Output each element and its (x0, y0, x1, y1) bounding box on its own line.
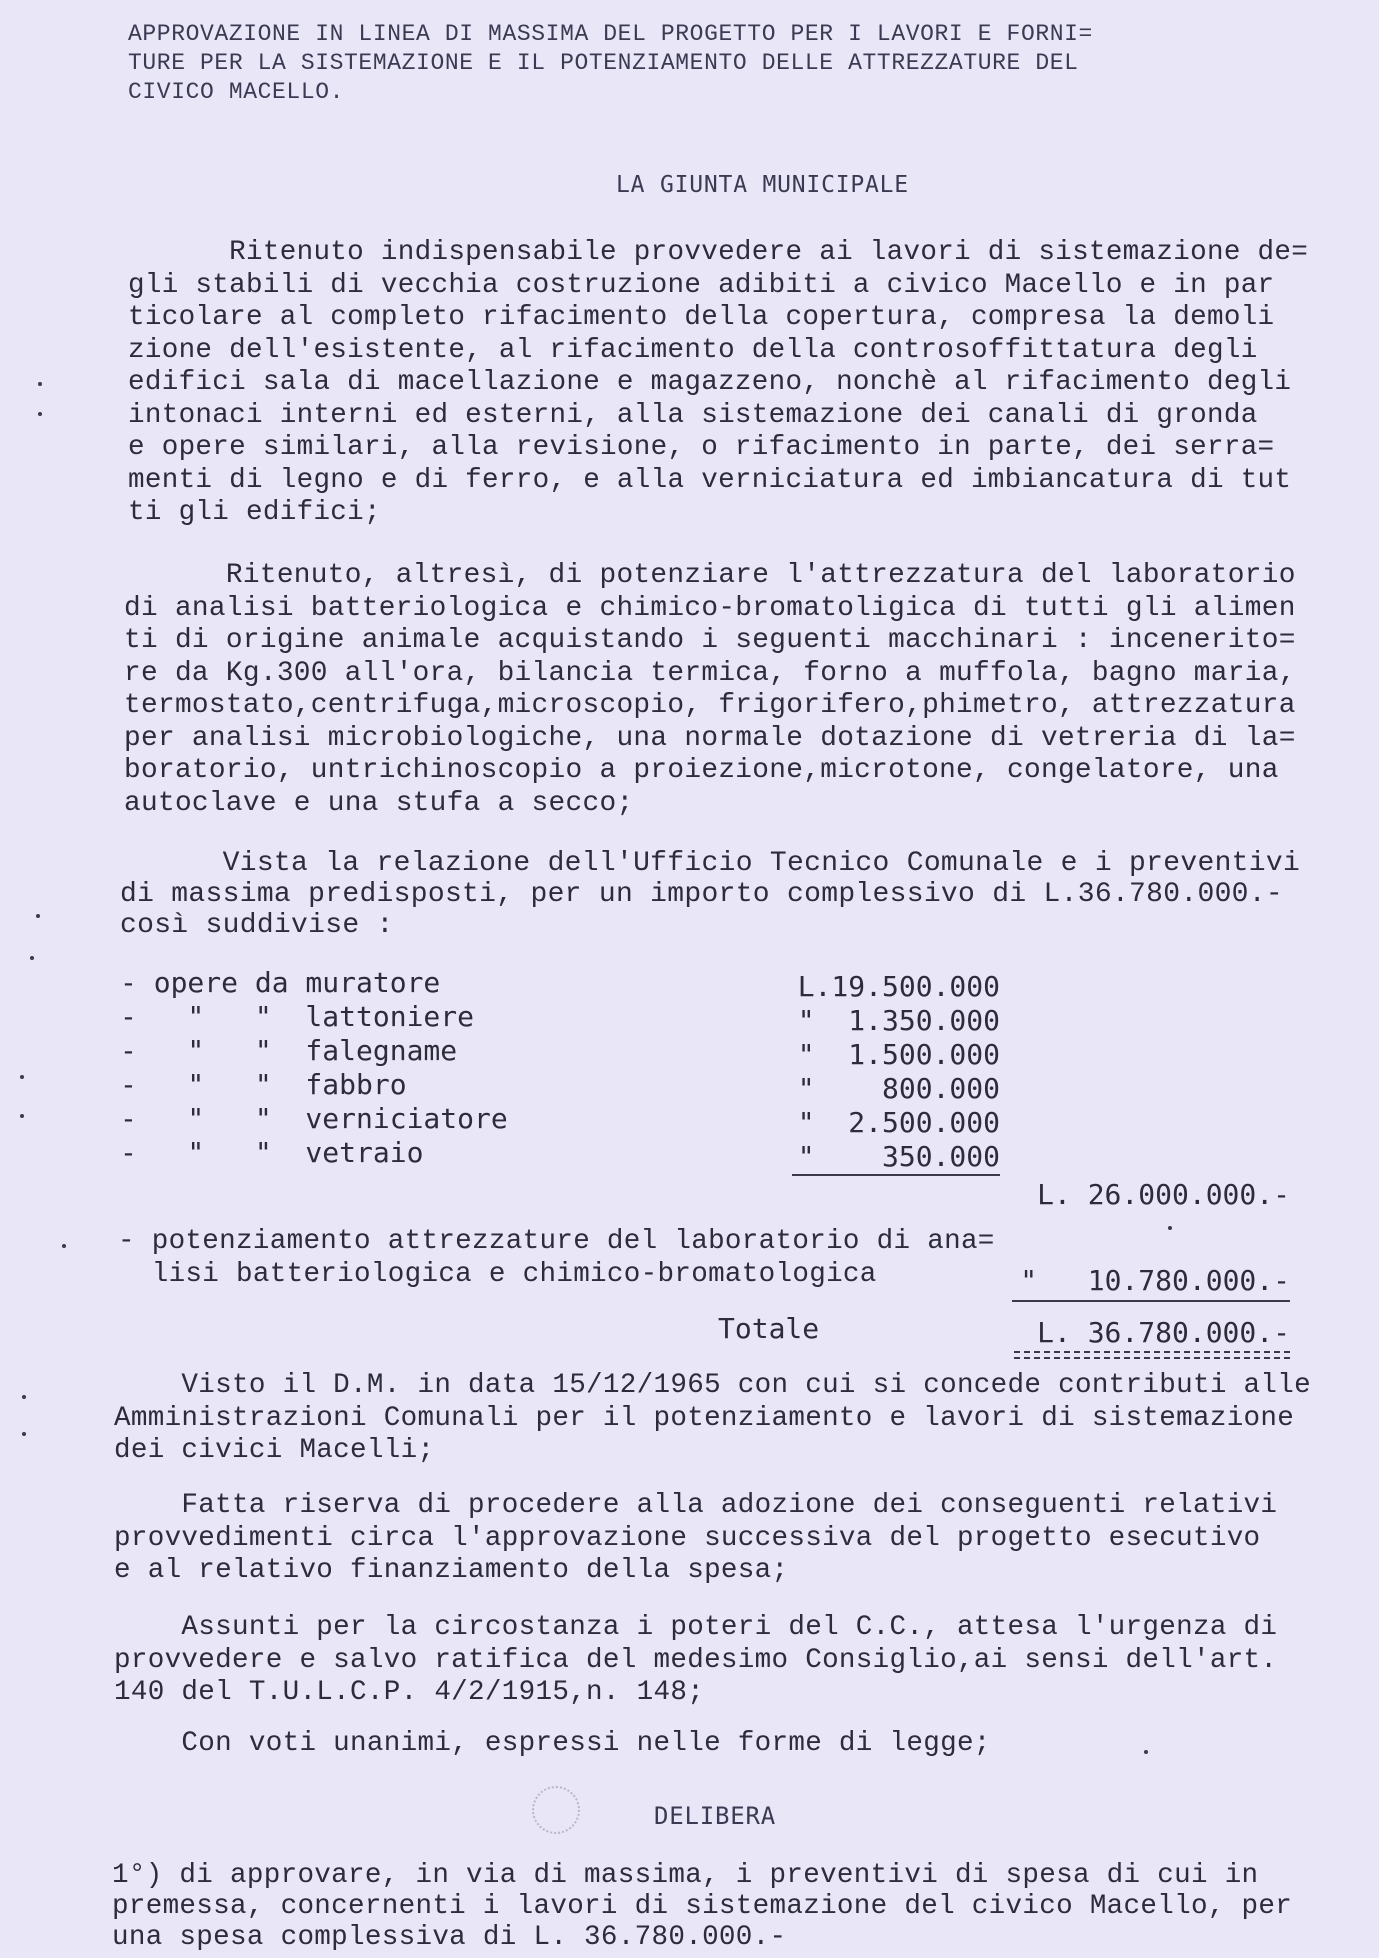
total-amount: L. 36.780.000.- (1037, 1316, 1290, 1349)
cost-item-amount: " 1.500.000 (797, 1038, 1000, 1071)
section-heading: LA GIUNTA MUNICIPALE (616, 172, 909, 198)
cost-item-amount: " 800.000 (797, 1072, 1000, 1105)
scan-speck (22, 1395, 26, 1399)
subtotal-rule (792, 1174, 1000, 1176)
scan-speck (20, 1075, 24, 1079)
paragraph-voti-unanimi: Con voti unanimi, espressi nelle forme di legge; (114, 1728, 991, 1759)
lab-equipment-line: - potenziamento attrezzature del laboratorio di ana= lisi batteriologica e chimico-bromatologica (118, 1226, 995, 1290)
cost-item-amount: " 2.500.000 (797, 1106, 1000, 1139)
total-double-rule-bottom (1014, 1357, 1290, 1359)
paragraph-ritenuto-lavori: Ritenuto indispensabile provvedere ai lavori di sistemazione de= gli stabili di vecchia costruzione adibiti a civico Macello e in par ticolare al completo rifacimento della copertura, compresa la demoli zione dell'esistente, al rifacimento della controsoffittatura degli edifici sala di macellazione e magazzeno, nonchè al rifacimento degli intonaci interni ed esterni, alla sistemazione dei canali di gronda e opere similari, alla revisione, o rifacimento in parte, dei serra= menti di legno e di ferro, e alla verniciatura ed imbiancatura di tut ti gli edifici; (128, 237, 1309, 528)
scan-speck (22, 1432, 26, 1436)
scan-speck (36, 914, 40, 918)
cost-item-label: - " " fabbro (120, 1068, 407, 1101)
scan-speck (30, 956, 34, 960)
cost-item-amount: " 1.350.000 (797, 1004, 1000, 1037)
subtotal-amount: L. 26.000.000.- (1037, 1178, 1290, 1211)
scan-speck (38, 382, 42, 386)
total-label: Totale (718, 1312, 820, 1345)
cost-item-label: - " " verniciatore (120, 1102, 508, 1135)
cost-item-label: - " " falegname (120, 1034, 458, 1067)
total-double-rule-top (1014, 1351, 1290, 1353)
scan-speck (62, 1244, 66, 1248)
paragraph-visto-dm: Visto il D.M. in data 15/12/1965 con cui si concede contributi alle Amministrazioni Comunali per il potenziamento e lavori di sistemazione dei civici Macelli; (114, 1370, 1311, 1466)
lab-equipment-amount: " 10.780.000.- (1020, 1264, 1290, 1297)
lab-amount-rule (1012, 1300, 1290, 1302)
scan-speck (1168, 1226, 1172, 1230)
paragraph-delibera-point-1: 1°) di approvare, in via di massima, i preventivi di spesa di cui in premessa, concernenti i lavori di sistemazione del civico Macello, per una spesa complessiva di L. 36.780.000.- (112, 1860, 1293, 1953)
scan-speck (38, 412, 42, 416)
paragraph-assunti-poteri: Assunti per la circostanza i poteri del C.C., attesa l'urgenza di provvedere e salvo ratifica del medesimo Consiglio,ai sensi dell'art. 140 del T.U.L.C.P. 4/2/1915,n. 148; (114, 1612, 1278, 1708)
paragraph-ritenuto-laboratorio: Ritenuto, altresì, di potenziare l'attrezzatura del laboratorio di analisi batteriologica e chimico-bromatoligica di tutti gli alimen ti di origine animale acquistando i seguenti macchinari : incenerito= re da Kg.300 all'ora, bilancia termica, forno a muffola, bagno maria, termostato,centrifuga,microscopio, frigorifero,phimetro, attrezzatura per analisi microbiologiche, una normale dotazione di vetreria di la= boratorio, untrichinoscopio a proiezione,microtone, congelatore, una autoclave e una stufa a secco; (124, 560, 1296, 819)
scan-speck (20, 1114, 24, 1118)
cost-item-label: - " " vetraio (120, 1136, 424, 1169)
cost-item-label: - opere da muratore (120, 966, 441, 999)
paragraph-vista-relazione: Vista la relazione dell'Ufficio Tecnico Comunale e i preventivi di massima predisposti, per un importo complessivo di L.36.780.000.- così suddivise : (120, 848, 1301, 941)
paragraph-fatta-riserva: Fatta riserva di procedere alla adozione dei conseguenti relativi provvedimenti circa l'approvazione successiva del progetto esecutivo e al relativo finanziamento della spesa; (114, 1490, 1278, 1586)
cost-item-label: - " " lattoniere (120, 1000, 475, 1033)
cost-item-amount: " 350.000 (797, 1140, 1000, 1173)
cost-item-amount: L.19.500.000 (797, 970, 1000, 1003)
delibera-heading: DELIBERA (654, 1802, 776, 1830)
scan-speck (1144, 1750, 1148, 1754)
document-title: APPROVAZIONE IN LINEA DI MASSIMA DEL PROGETTO PER I LAVORI E FORNI= TURE PER LA SISTEMAZIONE E IL POTENZIAMENTO DELLE ATTREZZATURE DEL CIVICO MACELLO. (128, 21, 1093, 105)
